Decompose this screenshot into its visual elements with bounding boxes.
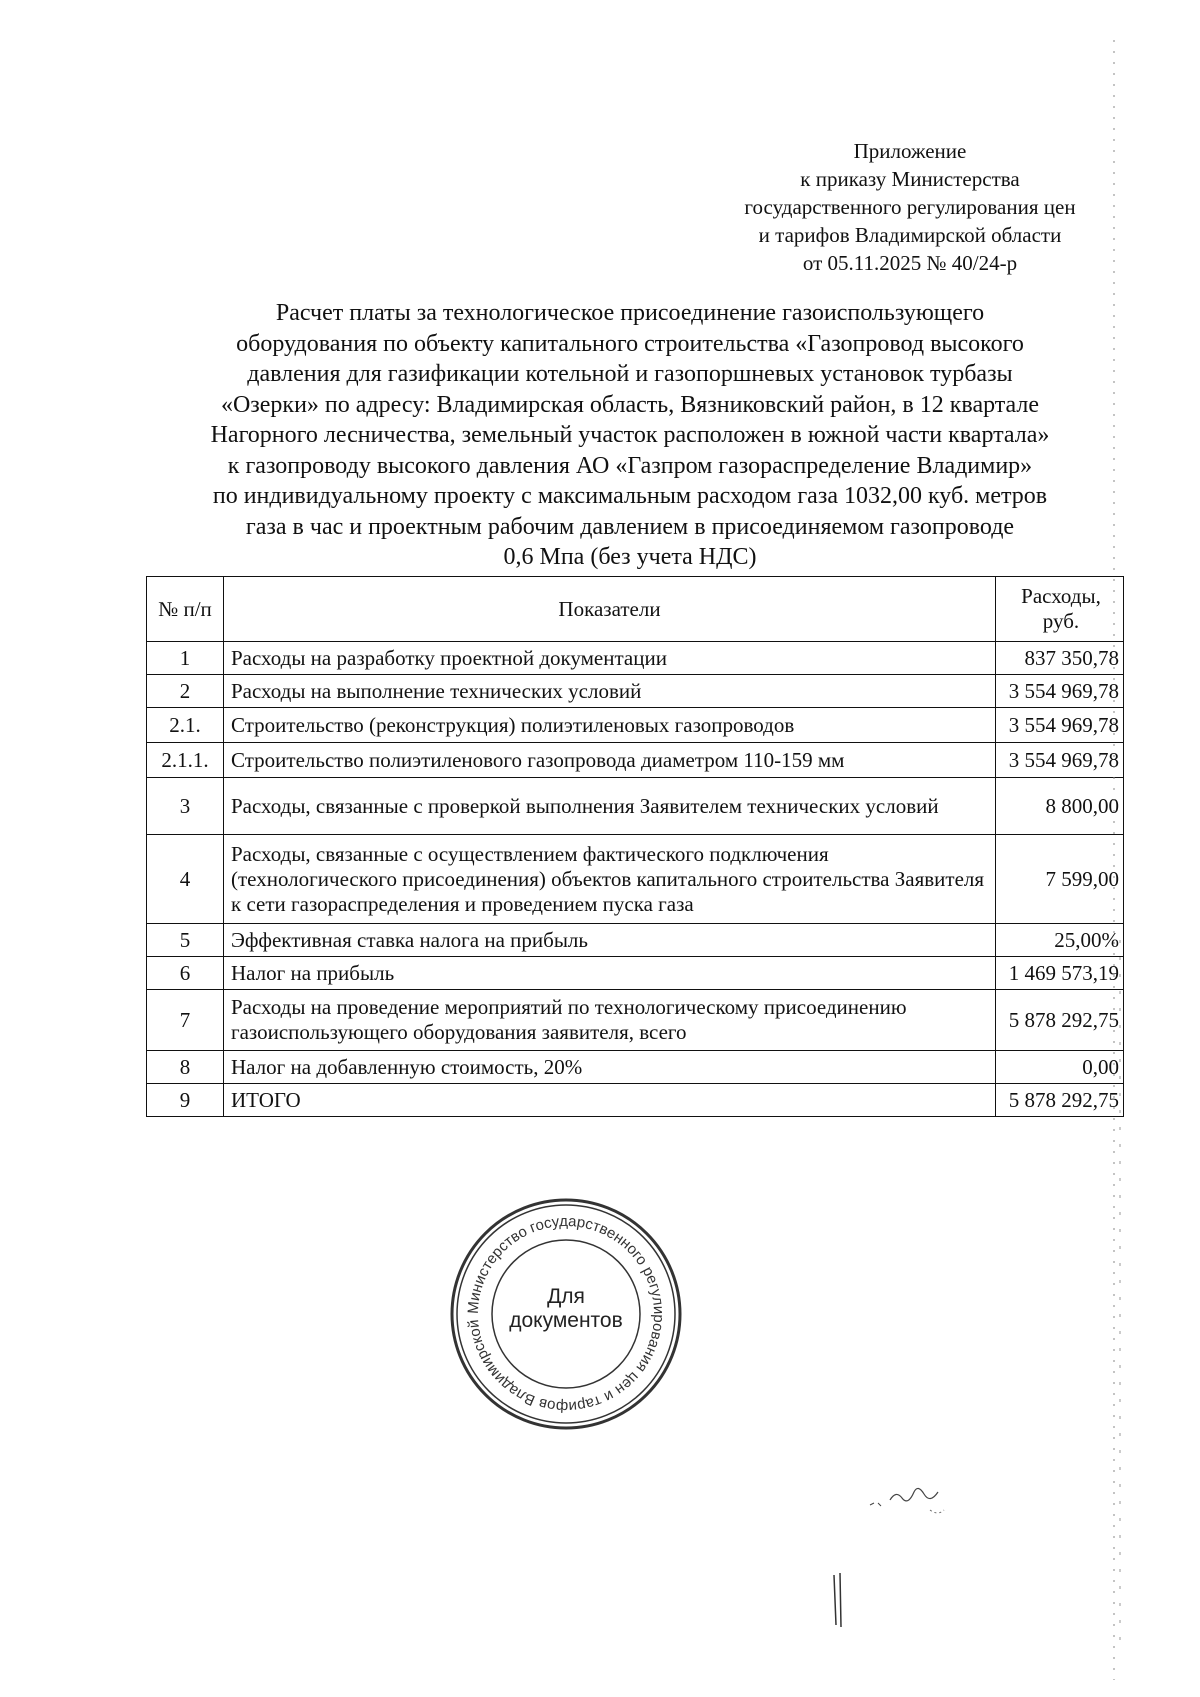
- row-num: 2: [147, 675, 224, 708]
- row-num: 7: [147, 990, 224, 1051]
- row-num: 2.1.: [147, 708, 224, 743]
- table-row: [147, 743, 1124, 778]
- row-indicator: Строительство (реконструкция) полиэтиленовых газопроводов: [224, 708, 996, 743]
- row-indicator: Строительство полиэтиленового газопровода диаметром 110-159 мм: [224, 743, 996, 778]
- row-indicator: Расходы на проведение мероприятий по технологическому присоединению газоиспользующего оборудования заявителя, всего: [224, 990, 996, 1051]
- row-value: 3 554 969,78: [996, 708, 1124, 743]
- table-row: [147, 675, 1124, 708]
- row-indicator: ИТОГО: [224, 1084, 996, 1117]
- table-row: [147, 1084, 1124, 1117]
- row-value: 25,00%: [996, 924, 1124, 957]
- seal-center-line: Для: [547, 1285, 585, 1308]
- row-num: 8: [147, 1051, 224, 1084]
- table-row: [147, 957, 1124, 990]
- row-indicator: Налог на прибыль: [224, 957, 996, 990]
- document-title: [150, 298, 1110, 573]
- row-indicator: Налог на добавленную стоимость, 20%: [224, 1051, 996, 1084]
- header-cost: Расходы, руб.: [996, 577, 1124, 642]
- row-value: 7 599,00: [996, 835, 1124, 924]
- official-seal: [449, 1197, 683, 1431]
- row-indicator: Расходы, связанные с осуществлением фактического подключения (технологического присоединения) объектов капитального строительства Заявителя к сети газораспределения и проведением пуска газа: [224, 835, 996, 924]
- row-value: 3 554 969,78: [996, 743, 1124, 778]
- annex-line: Приложение: [853, 139, 967, 163]
- header-num: № п/п: [147, 577, 224, 642]
- title-line: газа в час и проектным рабочим давлением в присоединяемом газопроводе: [245, 513, 1015, 540]
- title-line: к газопроводу высокого давления АО «Газпром газораспределение Владимир»: [227, 452, 1033, 479]
- annex-header: [700, 137, 1120, 277]
- row-num: 9: [147, 1084, 224, 1117]
- row-indicator: Расходы на выполнение технических условий: [224, 675, 996, 708]
- table-row: [147, 990, 1124, 1051]
- row-value: 8 800,00: [996, 778, 1124, 835]
- annex-line: и тарифов Владимирской области: [758, 223, 1062, 247]
- table-header-row: [147, 577, 1124, 642]
- seal-ring-text: Министерство государственного регулирования цен и тарифов Владимирской: [464, 1212, 668, 1416]
- row-num: 4: [147, 835, 224, 924]
- title-line: «Озерки» по адресу: Владимирская область, Вязниковский район, в 12 квартале: [220, 391, 1040, 418]
- row-value: 0,00: [996, 1051, 1124, 1084]
- table-row: [147, 1051, 1124, 1084]
- row-num: 1: [147, 642, 224, 675]
- row-value: 3 554 969,78: [996, 675, 1124, 708]
- annex-line: государственного регулирования цен: [744, 195, 1076, 219]
- row-indicator: Эффективная ставка налога на прибыль: [224, 924, 996, 957]
- title-line: по индивидуальному проекту с максимальным расходом газа 1032,00 куб. метров: [212, 483, 1048, 509]
- table-row: [147, 924, 1124, 957]
- row-num: 3: [147, 778, 224, 835]
- row-value: 5 878 292,75: [996, 990, 1124, 1051]
- row-value: 1 469 573,19: [996, 957, 1124, 990]
- row-num: 5: [147, 924, 224, 957]
- scan-margin-marks: [1100, 40, 1130, 1680]
- row-indicator: Расходы, связанные с проверкой выполнения Заявителем технических условий: [224, 778, 996, 835]
- row-value: 5 878 292,75: [996, 1084, 1124, 1117]
- cost-table: [146, 576, 1124, 1117]
- signature-scribble: [830, 1455, 1030, 1635]
- title-line: давления для газификации котельной и газопоршневых установок турбазы: [247, 361, 1013, 387]
- annex-line: от 05.11.2025 № 40/24-р: [802, 251, 1018, 275]
- table-row: [147, 642, 1124, 675]
- row-value: 837 350,78: [996, 642, 1124, 675]
- row-num: 6: [147, 957, 224, 990]
- title-line: 0,6 Мпа (без учета НДС): [503, 544, 757, 570]
- table-row: [147, 708, 1124, 743]
- title-line: оборудования по объекту капитального строительства «Газопровод высокого: [236, 330, 1024, 357]
- seal-center-line: документов: [509, 1309, 623, 1332]
- title-line: Расчет платы за технологическое присоединение газоиспользующего: [275, 300, 985, 326]
- header-indicator: Показатели: [224, 577, 996, 642]
- title-line: Нагорного лесничества, земельный участок расположен в южной части квартала»: [210, 422, 1050, 448]
- row-indicator: Расходы на разработку проектной документации: [224, 642, 996, 675]
- table-row: [147, 835, 1124, 924]
- seal-center-text: [449, 1285, 683, 1333]
- row-num: 2.1.1.: [147, 743, 224, 778]
- table-row: [147, 778, 1124, 835]
- annex-line: к приказу Министерства: [800, 167, 1020, 191]
